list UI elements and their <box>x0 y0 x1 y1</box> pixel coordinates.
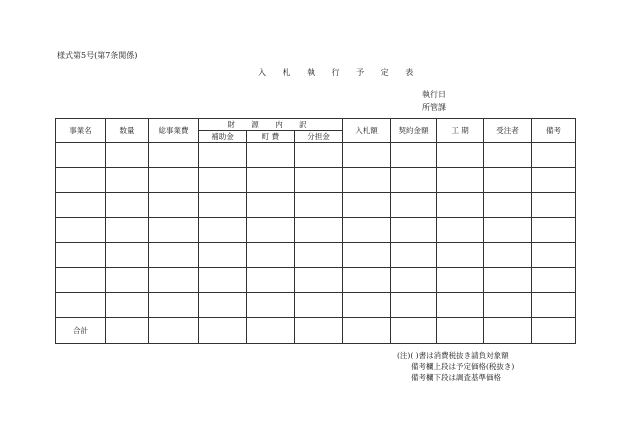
table-cell <box>106 268 149 293</box>
table-cell <box>484 293 532 318</box>
col-remarks: 備考 <box>532 119 576 143</box>
table-cell <box>106 318 149 344</box>
table-cell <box>106 143 149 168</box>
col-contribution: 分担金 <box>295 131 343 143</box>
table-cell <box>199 243 247 268</box>
table-row <box>56 218 576 243</box>
department-label: 所管課 <box>422 103 446 112</box>
table-cell <box>484 218 532 243</box>
form-number: 様式第5号(第7条関係) <box>57 51 138 60</box>
table-cell <box>484 318 532 344</box>
table-cell <box>484 268 532 293</box>
table-cell <box>343 268 391 293</box>
table-cell <box>247 268 295 293</box>
table-cell <box>106 293 149 318</box>
table-cell <box>532 243 576 268</box>
table-cell <box>295 318 343 344</box>
footnote-2: 備考欄上段は予定価格(税抜き) <box>411 362 515 371</box>
table-cell <box>391 193 437 218</box>
total-label: 合計 <box>56 318 106 344</box>
table-cell <box>247 168 295 193</box>
table-cell <box>391 268 437 293</box>
table-cell <box>343 218 391 243</box>
table-cell <box>149 193 199 218</box>
table-cell <box>247 293 295 318</box>
table-row <box>56 193 576 218</box>
table-cell <box>391 318 437 344</box>
table-cell <box>247 193 295 218</box>
table-cell <box>56 193 106 218</box>
table-cell <box>391 218 437 243</box>
table-cell <box>106 168 149 193</box>
table-cell <box>437 193 484 218</box>
execution-date-label: 執行日 <box>422 90 446 99</box>
table-cell <box>149 143 199 168</box>
col-bid-amount: 入札額 <box>343 119 391 143</box>
table-header-row <box>56 119 576 131</box>
table-cell <box>247 318 295 344</box>
table-cell <box>295 143 343 168</box>
table-cell <box>199 293 247 318</box>
table-cell <box>56 243 106 268</box>
bid-schedule-table <box>55 118 576 344</box>
table-cell <box>106 243 149 268</box>
col-quantity: 数量 <box>106 119 149 143</box>
table-cell <box>199 218 247 243</box>
table-cell <box>437 268 484 293</box>
table-cell <box>343 193 391 218</box>
table-cell <box>484 193 532 218</box>
table-cell <box>532 268 576 293</box>
footnote-3: 備考欄下段は調査基準価格 <box>411 373 501 382</box>
table-cell <box>391 143 437 168</box>
col-construction-period: 工 期 <box>437 119 484 143</box>
table-cell <box>295 193 343 218</box>
table-cell <box>247 243 295 268</box>
table-cell <box>295 243 343 268</box>
table-cell <box>343 318 391 344</box>
table-cell <box>343 168 391 193</box>
col-town-cost: 町 費 <box>247 131 295 143</box>
table-cell <box>343 243 391 268</box>
table-cell <box>484 143 532 168</box>
table-body <box>56 143 576 344</box>
table-cell <box>149 243 199 268</box>
table-cell <box>199 268 247 293</box>
table-cell <box>532 193 576 218</box>
table-cell <box>149 318 199 344</box>
col-project-name: 事業名 <box>56 119 106 143</box>
table-cell <box>437 318 484 344</box>
table-cell <box>532 318 576 344</box>
col-contractor: 受注者 <box>484 119 532 143</box>
table-row <box>56 293 576 318</box>
page-title: 入 札 執 行 予 定 表 <box>258 68 421 77</box>
table-cell <box>343 143 391 168</box>
table-cell <box>247 143 295 168</box>
table-cell <box>437 143 484 168</box>
table-cell <box>56 168 106 193</box>
table-cell <box>106 218 149 243</box>
table-cell <box>56 268 106 293</box>
table-cell <box>56 293 106 318</box>
table-cell <box>199 318 247 344</box>
table-cell <box>149 293 199 318</box>
table-cell <box>149 218 199 243</box>
table-cell <box>391 243 437 268</box>
table-cell <box>295 293 343 318</box>
table-cell <box>437 168 484 193</box>
table-cell <box>343 293 391 318</box>
table-cell <box>484 243 532 268</box>
table-row <box>56 243 576 268</box>
col-total-cost: 総事業費 <box>149 119 199 143</box>
table-cell <box>56 143 106 168</box>
table-cell <box>295 218 343 243</box>
col-funding-breakdown: 財 源 内 訳 <box>199 119 343 131</box>
table-cell <box>149 268 199 293</box>
table-cell <box>295 268 343 293</box>
footnote-1: (注)( )書は消費税抜き請負対象額 <box>397 351 509 360</box>
table-cell <box>295 168 343 193</box>
table-cell <box>532 293 576 318</box>
table-row <box>56 268 576 293</box>
table-cell <box>106 193 149 218</box>
table-cell <box>199 168 247 193</box>
table-cell <box>437 293 484 318</box>
table-cell <box>532 168 576 193</box>
table-cell <box>56 218 106 243</box>
table-cell <box>532 143 576 168</box>
col-subsidy: 補助金 <box>199 131 247 143</box>
total-row <box>56 318 576 344</box>
table-cell <box>247 218 295 243</box>
footnotes <box>397 350 514 383</box>
col-contract-amount: 契約金額 <box>391 119 437 143</box>
table-cell <box>149 168 199 193</box>
table-cell <box>199 143 247 168</box>
table-cell <box>437 218 484 243</box>
table-cell <box>484 168 532 193</box>
table-cell <box>532 218 576 243</box>
table-cell <box>437 243 484 268</box>
table-cell <box>391 293 437 318</box>
table-row <box>56 168 576 193</box>
table-cell <box>391 168 437 193</box>
table-row <box>56 143 576 168</box>
table-cell <box>199 193 247 218</box>
